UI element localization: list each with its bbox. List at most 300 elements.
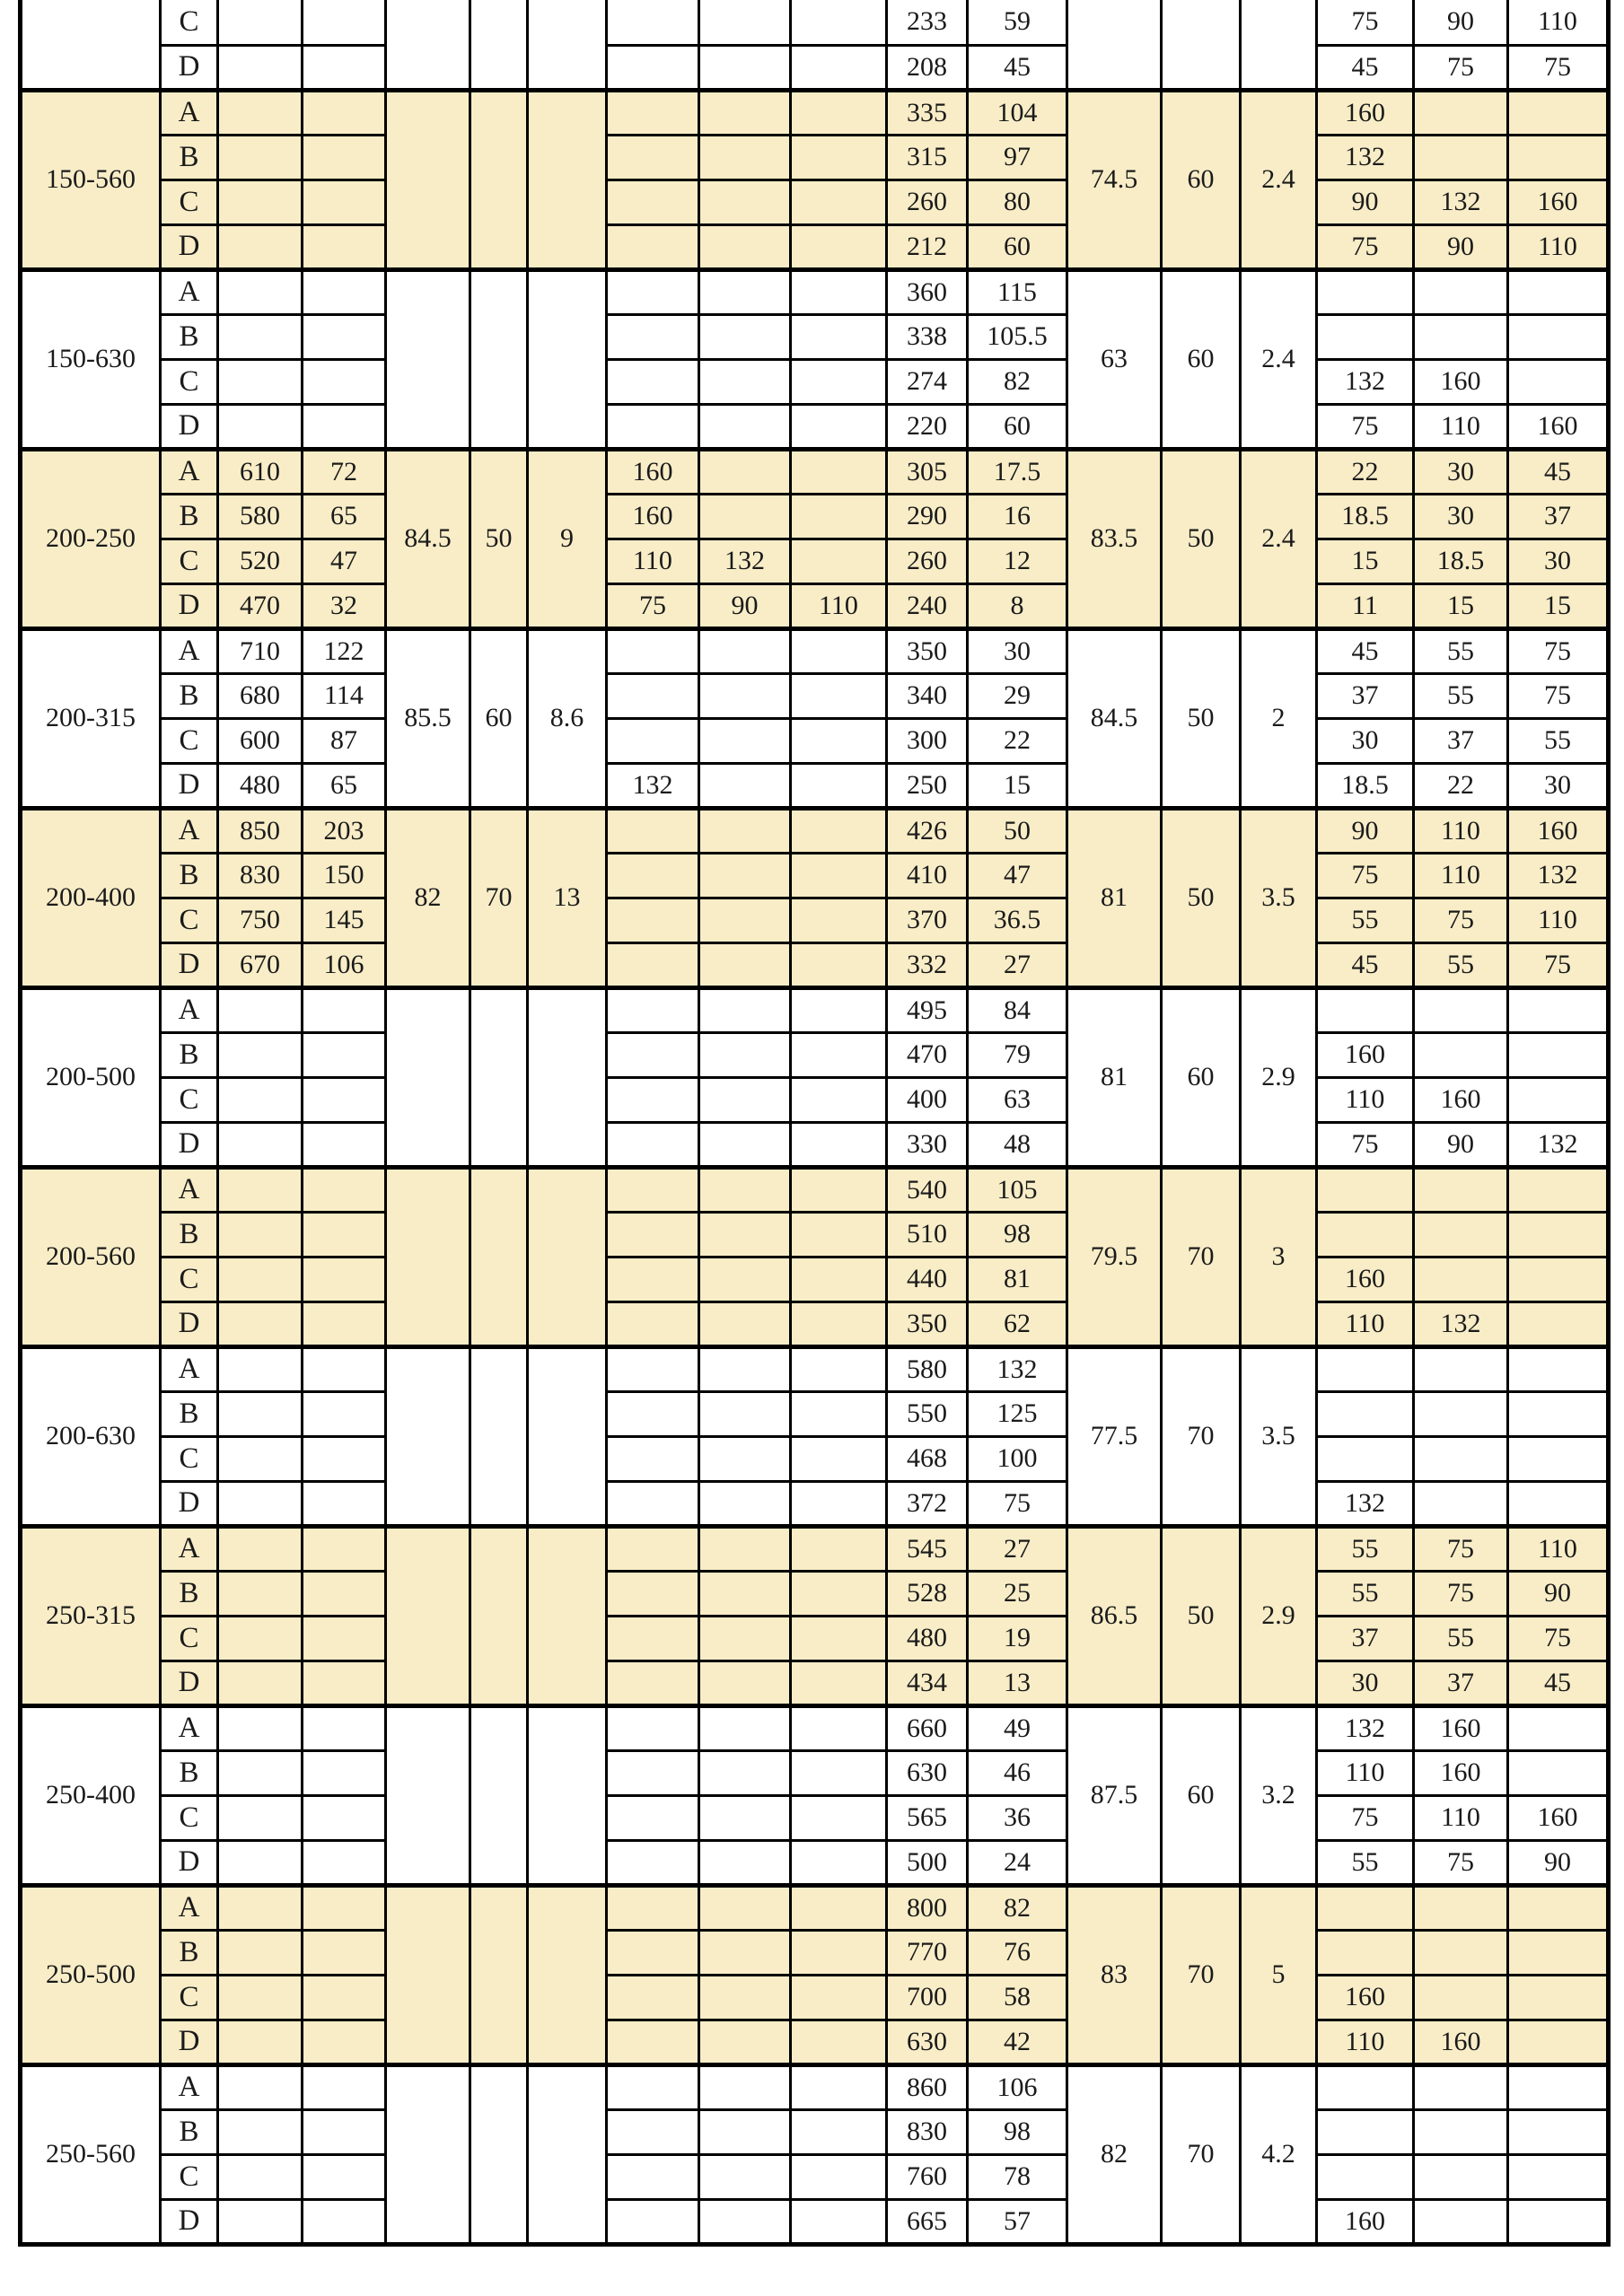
value-cell [303,1840,386,1885]
letter-cell: B [161,1391,218,1436]
merged-left-cell [528,1705,607,1885]
value-cell: 90 [1414,224,1508,269]
value-cell [791,673,887,718]
value-cell [218,2020,303,2064]
table-row [21,2154,1609,2199]
value-cell [607,269,699,314]
table-row [21,763,1609,808]
merged-right-cell: 60 [1162,987,1241,1167]
value-cell: 160 [607,494,699,539]
merged-left-cell [470,269,528,449]
value-cell [607,0,699,45]
value-cell: 630 [887,1750,968,1795]
value-cell [607,1212,699,1257]
value-cell [1317,314,1414,359]
value-cell [218,404,303,449]
letter-cell: D [161,2199,218,2244]
value-cell [218,135,303,180]
value-cell: 58 [968,1975,1067,2020]
value-cell: 160 [607,449,699,494]
value-cell: 37 [1508,494,1609,539]
value-cell [791,449,887,494]
model-cell: 200-400 [21,808,161,987]
value-cell [699,2154,791,2199]
value-cell [218,2199,303,2244]
value-cell: 114 [303,673,386,718]
value-cell: 98 [968,2109,1067,2154]
value-cell: 132 [699,539,791,583]
value-cell: 470 [887,1032,968,1077]
value-cell [218,2109,303,2154]
value-cell [218,1750,303,1795]
table-row [21,1346,1609,1391]
value-cell: 110 [1317,1077,1414,1122]
value-cell [699,1571,791,1616]
value-cell: 75 [1508,673,1609,718]
value-cell [1508,1167,1609,1212]
value-cell [218,2154,303,2199]
table-row [21,1840,1609,1885]
merged-right-cell: 3.5 [1241,1346,1317,1526]
value-cell: 16 [968,494,1067,539]
merged-left-cell [528,1885,607,2064]
value-cell [791,1257,887,1301]
value-cell [791,942,887,987]
value-cell [1414,314,1508,359]
merged-right-cell: 81 [1067,808,1162,987]
value-cell: 300 [887,718,968,763]
value-cell: 545 [887,1526,968,1571]
value-cell: 75 [1317,853,1414,898]
value-cell [699,180,791,224]
value-cell [218,1301,303,1346]
value-cell: 480 [218,763,303,808]
merged-left-cell [470,1705,528,1885]
value-cell [699,1526,791,1571]
value-cell [1508,2064,1609,2109]
value-cell [303,1750,386,1795]
value-cell [218,314,303,359]
value-cell [791,2020,887,2064]
value-cell [303,314,386,359]
value-cell [699,90,791,135]
merged-right-cell: 60 [1162,269,1241,449]
value-cell: 55 [1508,718,1609,763]
value-cell [303,2199,386,2244]
value-cell: 37 [1317,1616,1414,1661]
value-cell [607,853,699,898]
value-cell: 49 [968,1705,1067,1750]
value-cell [699,853,791,898]
merged-right-cell: 83 [1067,1885,1162,2064]
value-cell [218,1346,303,1391]
table-row [21,628,1609,673]
value-cell [791,1661,887,1705]
value-cell [791,1840,887,1885]
value-cell: 710 [218,628,303,673]
value-cell [699,1616,791,1661]
value-cell [699,1122,791,1167]
value-cell [791,1705,887,1750]
value-cell [303,1661,386,1705]
value-cell [607,45,699,90]
value-cell: 260 [887,539,968,583]
value-cell: 15 [1317,539,1414,583]
value-cell: 240 [887,583,968,628]
table-row [21,2020,1609,2064]
value-cell: 30 [1508,763,1609,808]
letter-cell: A [161,808,218,853]
value-cell: 90 [1508,1571,1609,1616]
letter-cell: A [161,269,218,314]
value-cell: 75 [607,583,699,628]
value-cell [1414,1167,1508,1212]
value-cell [699,449,791,494]
model-cell: 150-630 [21,269,161,449]
value-cell [791,1436,887,1481]
table-row [21,1301,1609,1346]
value-cell [607,808,699,853]
table-row [21,359,1609,404]
value-cell [1508,90,1609,135]
letter-cell: C [161,1436,218,1481]
value-cell: 55 [1414,628,1508,673]
value-cell [303,2064,386,2109]
value-cell [218,1077,303,1122]
value-cell: 55 [1414,673,1508,718]
value-cell [1508,1032,1609,1077]
value-cell [1508,1436,1609,1481]
value-cell [791,1930,887,1975]
value-cell: 110 [1317,1750,1414,1795]
merged-left-cell: 85.5 [386,628,470,808]
value-cell: 110 [1508,0,1609,45]
value-cell [1508,1885,1609,1930]
value-cell: 45 [1317,942,1414,987]
value-cell [699,1481,791,1526]
value-cell [303,987,386,1032]
table-row [21,718,1609,763]
value-cell: 125 [968,1391,1067,1436]
value-cell: 45 [968,45,1067,90]
merged-left-cell: 84.5 [386,449,470,628]
value-cell: 750 [218,898,303,942]
merged-left-cell [386,987,470,1167]
value-cell [607,314,699,359]
merged-right-cell: 82 [1067,2064,1162,2244]
value-cell [607,224,699,269]
value-cell [218,1975,303,2020]
value-cell [218,1885,303,1930]
merged-right-cell: 4.2 [1241,2064,1317,2244]
value-cell [218,0,303,45]
value-cell: 63 [968,1077,1067,1122]
table-row [21,1930,1609,1975]
value-cell [607,1391,699,1436]
value-cell [607,718,699,763]
value-cell: 105 [968,1167,1067,1212]
value-cell: 565 [887,1795,968,1840]
value-cell [699,763,791,808]
value-cell: 75 [1317,1122,1414,1167]
value-cell [303,0,386,45]
spec-table [18,0,1611,2247]
merged-left-cell [528,1346,607,1526]
value-cell: 470 [218,583,303,628]
value-cell: 110 [1508,898,1609,942]
value-cell [791,1616,887,1661]
merged-left-cell [386,0,470,90]
merged-right-cell: 86.5 [1067,1526,1162,1705]
value-cell: 670 [218,942,303,987]
value-cell: 30 [968,628,1067,673]
value-cell [791,2199,887,2244]
value-cell [218,1930,303,1975]
value-cell: 600 [218,718,303,763]
value-cell [303,45,386,90]
merged-right-cell: 3.2 [1241,1705,1317,1885]
letter-cell: A [161,628,218,673]
model-cell: 250-315 [21,1526,161,1705]
value-cell [607,673,699,718]
value-cell: 72 [303,449,386,494]
value-cell: 160 [1317,90,1414,135]
value-cell [607,1032,699,1077]
value-cell [699,135,791,180]
value-cell: 410 [887,853,968,898]
model-cell [21,0,161,90]
value-cell: 132 [1317,1481,1414,1526]
value-cell: 370 [887,898,968,942]
value-cell: 495 [887,987,968,1032]
value-cell: 338 [887,314,968,359]
value-cell [1317,1930,1414,1975]
value-cell [791,90,887,135]
value-cell [303,1616,386,1661]
letter-cell: A [161,1346,218,1391]
value-cell [699,1885,791,1930]
merged-left-cell [470,2064,528,2244]
value-cell: 75 [1317,0,1414,45]
value-cell [791,135,887,180]
value-cell: 160 [1508,1795,1609,1840]
value-cell [791,2154,887,2199]
table-row [21,1616,1609,1661]
merged-right-cell: 70 [1162,1167,1241,1346]
value-cell: 47 [968,853,1067,898]
value-cell: 18.5 [1317,763,1414,808]
value-cell [607,1930,699,1975]
model-cell: 250-560 [21,2064,161,2244]
table-row [21,404,1609,449]
value-cell: 55 [1414,1616,1508,1661]
value-cell: 65 [303,494,386,539]
value-cell [218,1616,303,1661]
value-cell: 160 [1414,1077,1508,1122]
value-cell: 132 [1508,853,1609,898]
value-cell [607,987,699,1032]
value-cell: 160 [1317,1975,1414,2020]
value-cell [1508,1301,1609,1346]
value-cell [699,1930,791,1975]
value-cell [699,359,791,404]
table-row [21,1750,1609,1795]
merged-right-cell: 70 [1162,1346,1241,1526]
value-cell: 203 [303,808,386,853]
letter-cell: B [161,314,218,359]
value-cell [791,987,887,1032]
table-row [21,2199,1609,2244]
letter-cell: C [161,898,218,942]
value-cell [791,763,887,808]
value-cell [699,2109,791,2154]
value-cell: 75 [1414,898,1508,942]
value-cell: 132 [607,763,699,808]
value-cell [218,1032,303,1077]
letter-cell: C [161,359,218,404]
value-cell: 122 [303,628,386,673]
model-cell: 200-560 [21,1167,161,1346]
value-cell [607,1975,699,2020]
value-cell [699,2020,791,2064]
value-cell [699,673,791,718]
table-row [21,1481,1609,1526]
value-cell: 15 [1508,583,1609,628]
value-cell [218,1526,303,1571]
merged-left-cell [386,2064,470,2244]
value-cell [303,180,386,224]
spec-table-body [21,0,1609,2244]
merged-left-cell: 13 [528,808,607,987]
value-cell: 60 [968,224,1067,269]
value-cell [303,1436,386,1481]
merged-right-cell: 2.4 [1241,269,1317,449]
value-cell: 335 [887,90,968,135]
value-cell [699,314,791,359]
value-cell: 350 [887,628,968,673]
value-cell [1508,1257,1609,1301]
letter-cell: A [161,449,218,494]
value-cell: 160 [1317,1257,1414,1301]
value-cell [791,1391,887,1436]
value-cell [303,1526,386,1571]
value-cell: 37 [1414,718,1508,763]
letter-cell: D [161,1661,218,1705]
table-row [21,1212,1609,1257]
table-row [21,90,1609,135]
merged-right-cell: 5 [1241,1885,1317,2064]
value-cell: 372 [887,1481,968,1526]
value-cell [791,898,887,942]
value-cell [699,1436,791,1481]
letter-cell: C [161,180,218,224]
value-cell: 15 [1414,583,1508,628]
value-cell: 665 [887,2199,968,2244]
table-row [21,1257,1609,1301]
letter-cell: D [161,1840,218,1885]
letter-cell: D [161,1481,218,1526]
merged-left-cell [386,1346,470,1526]
value-cell [791,2109,887,2154]
value-cell [791,2064,887,2109]
value-cell [791,1571,887,1616]
letter-cell: D [161,224,218,269]
value-cell: 160 [1414,2020,1508,2064]
table-row [21,1122,1609,1167]
value-cell [699,808,791,853]
letter-cell: D [161,404,218,449]
value-cell [218,1122,303,1167]
value-cell: 350 [887,1301,968,1346]
value-cell [303,224,386,269]
value-cell [607,90,699,135]
value-cell: 700 [887,1975,968,2020]
letter-cell: A [161,2064,218,2109]
table-row [21,1885,1609,1930]
value-cell: 55 [1317,1571,1414,1616]
value-cell: 510 [887,1212,968,1257]
value-cell: 45 [1508,1661,1609,1705]
value-cell: 30 [1317,1661,1414,1705]
value-cell: 305 [887,449,968,494]
value-cell [791,45,887,90]
merged-left-cell [386,1167,470,1346]
merged-left-cell [386,1885,470,2064]
value-cell: 75 [1508,45,1609,90]
value-cell [607,2109,699,2154]
value-cell [1317,1167,1414,1212]
value-cell [699,45,791,90]
value-cell: 440 [887,1257,968,1301]
value-cell: 75 [1508,628,1609,673]
merged-right-cell [1067,0,1162,90]
value-cell: 59 [968,0,1067,45]
value-cell [607,1257,699,1301]
value-cell: 132 [1317,135,1414,180]
value-cell: 132 [1317,1705,1414,1750]
value-cell [1414,2109,1508,2154]
merged-left-cell [470,1167,528,1346]
value-cell: 29 [968,673,1067,718]
value-cell: 500 [887,1840,968,1885]
value-cell [1508,1975,1609,2020]
value-cell: 110 [1414,404,1508,449]
value-cell [607,404,699,449]
letter-cell: C [161,1975,218,2020]
value-cell [303,269,386,314]
value-cell: 520 [218,539,303,583]
value-cell: 315 [887,135,968,180]
value-cell [1414,1481,1508,1526]
merged-left-cell: 8.6 [528,628,607,808]
value-cell [303,90,386,135]
table-row [21,224,1609,269]
letter-cell: B [161,853,218,898]
value-cell: 233 [887,0,968,45]
value-cell: 360 [887,269,968,314]
table-row [21,1975,1609,2020]
value-cell: 110 [1414,853,1508,898]
merged-left-cell: 82 [386,808,470,987]
value-cell: 105.5 [968,314,1067,359]
value-cell [1414,90,1508,135]
merged-left-cell [528,1526,607,1705]
value-cell [1508,359,1609,404]
value-cell [218,2064,303,2109]
merged-right-cell [1241,0,1317,90]
value-cell [791,1795,887,1840]
value-cell [699,718,791,763]
